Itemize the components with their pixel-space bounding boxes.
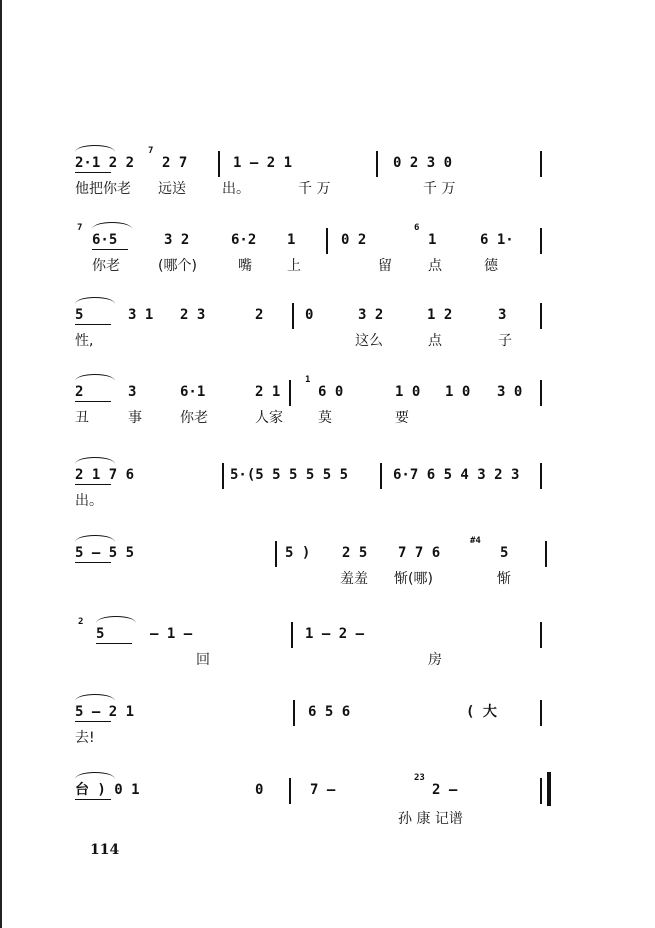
lyric-text: 丑: [75, 410, 89, 426]
bar-line: [540, 778, 542, 804]
note-group: 2: [75, 384, 84, 400]
lyric-text: 这么: [355, 333, 383, 349]
bar-line: [289, 778, 291, 804]
slur-mark: [75, 694, 115, 701]
lyric-text: 去!: [75, 730, 95, 746]
note-group: 2·1 2 2: [75, 155, 135, 171]
bar-line: [376, 151, 378, 177]
lyric-text: 羞羞: [340, 571, 368, 587]
bar-line: [540, 303, 542, 329]
grace-note: 23: [414, 773, 425, 783]
lyric-text: 莫: [318, 410, 332, 426]
beam-underline: [75, 484, 111, 485]
note-group: 2 1: [255, 384, 281, 400]
beam-underline: [75, 172, 111, 173]
slur-mark: [75, 535, 115, 542]
lyric-text: 回: [196, 652, 210, 668]
bar-line: [540, 622, 542, 648]
note-group: 台 ) 0 1: [75, 782, 140, 798]
slur-mark: [75, 772, 115, 779]
grace-note: 6: [414, 223, 420, 233]
lyric-text: 出。: [222, 181, 250, 197]
lyric-text: 惭(哪): [394, 571, 433, 587]
note-group: 5: [500, 545, 509, 561]
lyric-text: 远送: [158, 181, 186, 197]
note-group: 6 0: [318, 384, 344, 400]
beam-underline: [75, 562, 111, 563]
bar-line: [380, 463, 382, 489]
bar-line: [540, 228, 542, 254]
lyric-text: 留: [378, 258, 392, 274]
note-group: 1 — 2 —: [305, 626, 365, 642]
note-group: 5: [75, 307, 84, 323]
transcriber-credit: 孙 康 记谱: [398, 811, 463, 827]
grace-note: #4: [470, 536, 481, 546]
note-group: 6·7 6 5 4 3 2 3: [393, 467, 520, 483]
beam-underline: [75, 721, 111, 722]
lyric-text: 出。: [75, 493, 103, 509]
note-group: 1 0: [395, 384, 421, 400]
slur-mark: [75, 297, 115, 304]
lyric-text: 性,: [75, 333, 94, 349]
note-group: 3 0: [497, 384, 523, 400]
lyric-text: 惭: [497, 571, 511, 587]
note-group: 5: [96, 626, 105, 642]
slur-mark: [75, 145, 115, 152]
note-group: 2 7: [162, 155, 188, 171]
bar-line: [293, 700, 295, 726]
lyric-text: 要: [395, 410, 409, 426]
page-number: 114: [90, 842, 120, 858]
note-group: 6·5: [92, 232, 118, 248]
note-group: 2 5: [342, 545, 368, 561]
beam-underline: [92, 249, 128, 250]
slur-mark: [92, 222, 132, 229]
note-group: 2 —: [432, 782, 458, 798]
note-group: 2 1 7 6: [75, 467, 135, 483]
lyric-text: 德: [484, 258, 498, 274]
bar-line: [289, 380, 291, 406]
bar-line: [222, 463, 224, 489]
beam-underline: [96, 643, 132, 644]
note-group: 0: [255, 782, 264, 798]
note-group: 1 2: [427, 307, 453, 323]
note-group: 6 1·: [480, 232, 514, 248]
bar-line: [540, 151, 542, 177]
note-group: 5 — 5 5: [75, 545, 135, 561]
lyric-text: 点: [428, 333, 442, 349]
note-group: 2: [255, 307, 264, 323]
note-group: 1 0: [445, 384, 471, 400]
bar-line: [326, 228, 328, 254]
note-group: ( 大: [466, 704, 497, 720]
final-bar-line: [547, 772, 551, 806]
bar-line: [540, 463, 542, 489]
beam-underline: [75, 401, 111, 402]
beam-underline: [75, 324, 111, 325]
lyric-text: 千 万: [423, 181, 456, 197]
note-group: 3: [128, 384, 137, 400]
grace-note: 2: [78, 617, 84, 627]
note-group: 3 2: [164, 232, 190, 248]
note-group: 0 2: [341, 232, 367, 248]
note-group: 5 — 2 1: [75, 704, 135, 720]
lyric-text: 人家: [255, 410, 283, 426]
lyric-text: 你老: [92, 258, 120, 274]
bar-line: [218, 151, 220, 177]
slur-mark: [75, 374, 115, 381]
lyric-text: 点: [428, 258, 442, 274]
lyric-text: 你老: [180, 410, 208, 426]
note-group: 3 1: [128, 307, 154, 323]
note-group: 0: [305, 307, 314, 323]
bar-line: [275, 541, 277, 567]
note-group: 1 — 2 1: [233, 155, 293, 171]
note-group: — 1 —: [150, 626, 193, 642]
note-group: 6·1: [180, 384, 206, 400]
grace-note: 1: [305, 375, 311, 385]
note-group: 1: [287, 232, 296, 248]
note-group: 6·2: [231, 232, 257, 248]
bar-line: [540, 380, 542, 406]
page-edge-rule: [0, 0, 2, 928]
note-group: 3 2: [358, 307, 384, 323]
lyric-text: 事: [128, 410, 142, 426]
note-group: 6 5 6: [308, 704, 351, 720]
lyric-text: 千 万: [298, 181, 331, 197]
note-group: 0 2 3 0: [393, 155, 453, 171]
note-group: 7 —: [310, 782, 336, 798]
lyric-text: 上: [287, 258, 301, 274]
lyric-text: 子: [498, 333, 512, 349]
slur-mark: [96, 616, 136, 623]
note-group: 2 3: [180, 307, 206, 323]
bar-line: [292, 303, 294, 329]
lyric-text: 房: [428, 652, 442, 668]
grace-note: 7: [148, 146, 154, 156]
grace-note: 7: [77, 223, 83, 233]
bar-line: [540, 700, 542, 726]
bar-line: [545, 541, 547, 567]
beam-underline: [75, 799, 111, 800]
note-group: 7 7 6: [398, 545, 441, 561]
note-group: 5 ): [285, 545, 311, 561]
slur-mark: [75, 457, 115, 464]
bar-line: [291, 622, 293, 648]
note-group: 3: [498, 307, 507, 323]
note-group: 1: [428, 232, 437, 248]
lyric-text: 他把你老: [75, 181, 131, 197]
lyric-text: (哪个): [158, 258, 197, 274]
lyric-text: 嘴: [238, 258, 252, 274]
note-group: 5·(5 5 5 5 5 5: [230, 467, 349, 483]
